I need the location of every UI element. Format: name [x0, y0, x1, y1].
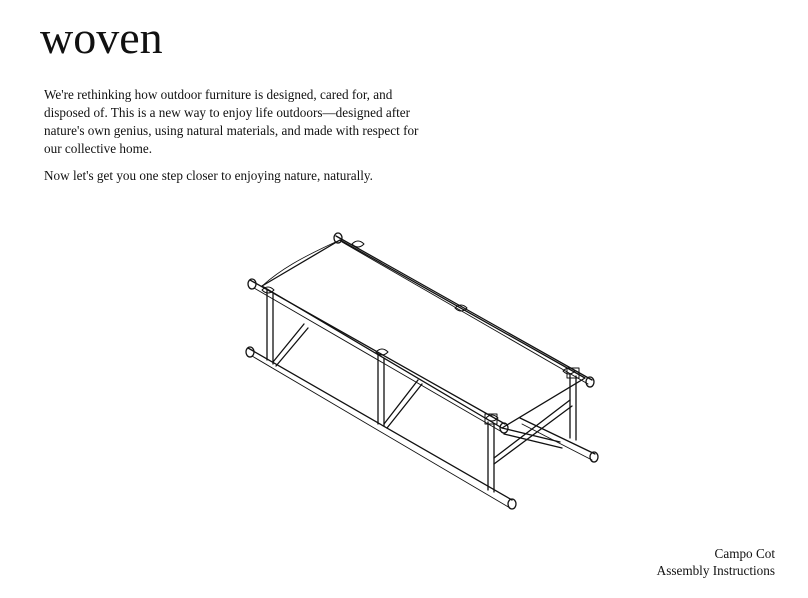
cot-clip: [486, 415, 498, 421]
cot-leg: [267, 290, 273, 364]
document-type: Assembly Instructions: [656, 563, 775, 578]
brand-logo: woven: [40, 12, 163, 63]
cot-bottom-rail-front: [248, 348, 512, 500]
cot-fabric: [262, 240, 585, 428]
cot-illustration: [240, 228, 600, 518]
intro-paragraph: We're rethinking how outdoor furniture is designed, cared for, and disposed of. This is a new way to enjoy life outdoors—designed after nature's own genius, using natural materials, and made with respect for our collective home.: [44, 87, 419, 156]
cot-brace: [273, 324, 308, 366]
intro-callout: Now let's get you one step closer to enjoying nature, naturally.: [44, 168, 373, 183]
product-name: Campo Cot: [714, 546, 775, 561]
cot-leg: [378, 354, 384, 426]
cot-leg: [488, 422, 494, 492]
cot-clip: [352, 241, 364, 247]
document-footer: [657, 545, 775, 579]
cot-brace: [384, 380, 422, 428]
